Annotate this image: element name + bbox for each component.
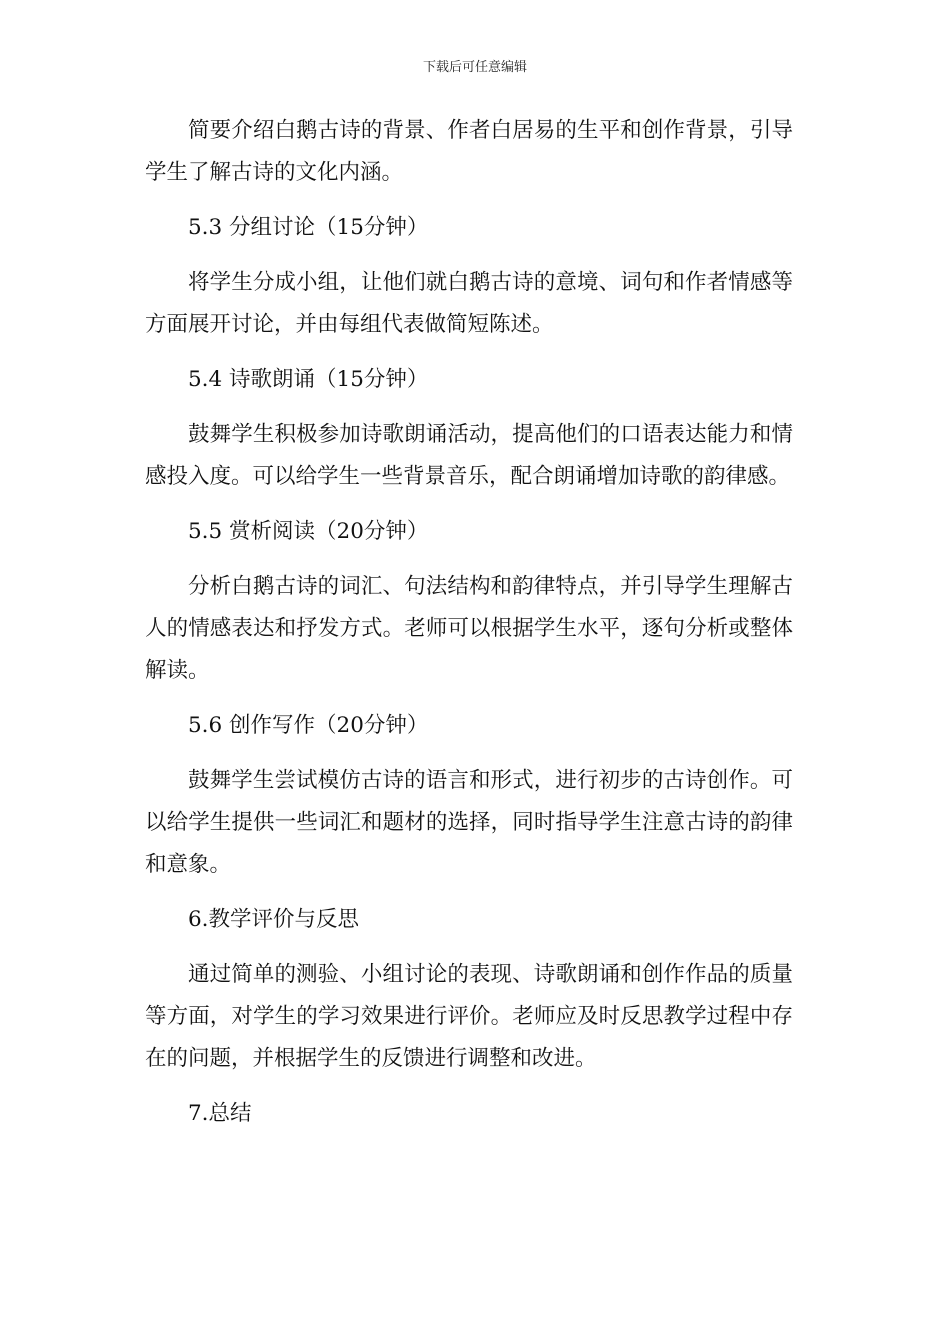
- section-heading-7: 7.总结: [188, 1101, 252, 1126]
- section-heading-5-6: 5.6 创作写作（20分钟）: [188, 713, 429, 738]
- paragraph-appreciation-reading: 分析白鹅古诗的词汇、句法结构和韵律特点，并引导学生理解古人的情感表达和抒发方式。老师可以根据学生水平，逐句分析或整体解读。: [145, 574, 793, 683]
- paragraph-background-intro: 简要介绍白鹅古诗的背景、作者白居易的生平和创作背景，引导学生了解古诗的文化内涵。: [145, 118, 793, 185]
- section-heading-5-5: 5.5 赏析阅读（20分钟）: [188, 519, 429, 544]
- page-header: 下载后可任意编辑: [422, 60, 527, 75]
- section-heading-5-4: 5.4 诗歌朗诵（15分钟）: [188, 367, 429, 392]
- document-body: [145, 110, 793, 1148]
- paragraph-poetry-recitation: 鼓舞学生积极参加诗歌朗诵活动，提高他们的口语表达能力和情感投入度。可以给学生一些背景音乐，配合朗诵增加诗歌的韵律感。: [145, 422, 793, 489]
- paragraph-evaluation-reflection: 通过简单的测验、小组讨论的表现、诗歌朗诵和创作作品的质量等方面，对学生的学习效果进行评价。老师应及时反思教学过程中存在的问题，并根据学生的反馈进行调整和改进。: [145, 962, 793, 1071]
- paragraph-creative-writing: 鼓舞学生尝试模仿古诗的语言和形式，进行初步的古诗创作。可以给学生提供一些词汇和题材的选择，同时指导学生注意古诗的韵律和意象。: [145, 768, 793, 877]
- section-heading-6: 6.教学评价与反思: [188, 907, 360, 932]
- section-heading-5-3: 5.3 分组讨论（15分钟）: [188, 215, 429, 240]
- paragraph-group-discussion: 将学生分成小组，让他们就白鹅古诗的意境、词句和作者情感等方面展开讨论，并由每组代表做简短陈述。: [145, 270, 793, 337]
